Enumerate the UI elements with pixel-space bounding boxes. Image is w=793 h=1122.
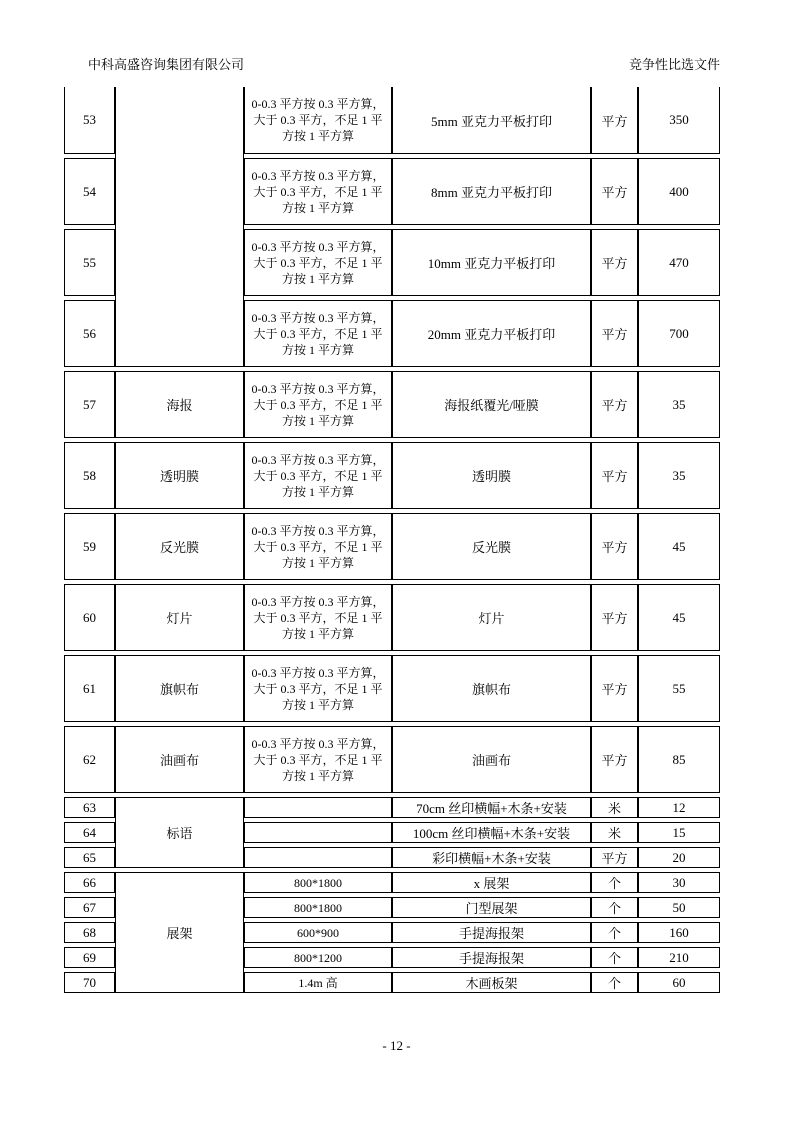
unit-cell: 个 — [591, 922, 638, 943]
row-number-cell: 70 — [64, 972, 115, 993]
table-row — [64, 87, 720, 154]
price-cell: 210 — [638, 947, 720, 968]
table-row — [64, 797, 720, 818]
spec-cell: 0-0.3 平方按 0.3 平方算，大于 0.3 平方，不足 1 平方按 1 平方算 — [244, 513, 392, 580]
price-cell: 45 — [638, 584, 720, 651]
spec-cell: 0-0.3 平方按 0.3 平方算，大于 0.3 平方，不足 1 平方按 1 平方算 — [244, 158, 392, 225]
unit-cell: 平方 — [591, 655, 638, 722]
row-number-cell: 64 — [64, 822, 115, 843]
page-number: - 12 - — [382, 1038, 411, 1053]
spec-cell: 600*900 — [244, 922, 392, 943]
item-cell: 手提海报架 — [392, 947, 591, 968]
price-cell: 45 — [638, 513, 720, 580]
price-cell: 400 — [638, 158, 720, 225]
row-number-cell: 59 — [64, 513, 115, 580]
spec-cell: 0-0.3 平方按 0.3 平方算，大于 0.3 平方，不足 1 平方按 1 平方算 — [244, 300, 392, 367]
item-cell: 油画布 — [392, 726, 591, 793]
price-cell: 12 — [638, 797, 720, 818]
row-number-cell: 57 — [64, 371, 115, 438]
category-cell: 展架 — [115, 872, 244, 993]
item-cell: x 展架 — [392, 872, 591, 893]
unit-cell: 个 — [591, 972, 638, 993]
item-cell: 20mm 亚克力平板打印 — [392, 300, 591, 367]
price-cell: 160 — [638, 922, 720, 943]
table-row — [64, 726, 720, 793]
price-cell: 55 — [638, 655, 720, 722]
spec-cell: 0-0.3 平方按 0.3 平方算，大于 0.3 平方，不足 1 平方按 1 平方算 — [244, 584, 392, 651]
price-table — [64, 83, 720, 997]
row-number-cell: 60 — [64, 584, 115, 651]
spec-cell: 800*1200 — [244, 947, 392, 968]
item-cell: 海报纸覆光/哑膜 — [392, 371, 591, 438]
header-doc-type: 竞争性比选文件 — [628, 57, 720, 72]
row-number-cell: 68 — [64, 922, 115, 943]
unit-cell: 平方 — [591, 513, 638, 580]
item-cell: 手提海报架 — [392, 922, 591, 943]
row-number-cell: 61 — [64, 655, 115, 722]
unit-cell: 平方 — [591, 847, 638, 868]
item-cell: 10mm 亚克力平板打印 — [392, 229, 591, 296]
item-cell: 旗帜布 — [392, 655, 591, 722]
spec-cell: 800*1800 — [244, 872, 392, 893]
category-cell: 旗帜布 — [115, 655, 244, 722]
price-cell: 20 — [638, 847, 720, 868]
row-number-cell: 62 — [64, 726, 115, 793]
row-number-cell: 65 — [64, 847, 115, 868]
spec-cell: 800*1800 — [244, 897, 392, 918]
spec-cell: 0-0.3 平方按 0.3 平方算，大于 0.3 平方，不足 1 平方按 1 平方算 — [244, 726, 392, 793]
price-cell: 700 — [638, 300, 720, 367]
unit-cell: 平方 — [591, 158, 638, 225]
unit-cell: 米 — [591, 797, 638, 818]
item-cell: 70cm 丝印横幅+木条+安装 — [392, 797, 591, 818]
item-cell: 8mm 亚克力平板打印 — [392, 158, 591, 225]
category-cell — [115, 87, 244, 367]
category-cell: 反光膜 — [115, 513, 244, 580]
page-header — [64, 57, 720, 73]
header-company-name: 中科高盛咨询集团有限公司 — [88, 57, 245, 72]
item-cell: 反光膜 — [392, 513, 591, 580]
category-cell: 油画布 — [115, 726, 244, 793]
table-row — [64, 371, 720, 438]
category-cell: 灯片 — [115, 584, 244, 651]
item-cell: 门型展架 — [392, 897, 591, 918]
price-cell: 30 — [638, 872, 720, 893]
unit-cell: 个 — [591, 897, 638, 918]
table-row — [64, 872, 720, 893]
table-row — [64, 584, 720, 651]
spec-cell — [244, 822, 392, 843]
row-number-cell: 67 — [64, 897, 115, 918]
item-cell: 100cm 丝印横幅+木条+安装 — [392, 822, 591, 843]
row-number-cell: 66 — [64, 872, 115, 893]
price-cell: 35 — [638, 371, 720, 438]
price-cell: 50 — [638, 897, 720, 918]
page-footer — [0, 1038, 793, 1054]
row-number-cell: 56 — [64, 300, 115, 367]
unit-cell: 平方 — [591, 442, 638, 509]
unit-cell: 平方 — [591, 584, 638, 651]
spec-cell: 0-0.3 平方按 0.3 平方算，大于 0.3 平方，不足 1 平方按 1 平方算 — [244, 442, 392, 509]
category-cell: 透明膜 — [115, 442, 244, 509]
unit-cell: 平方 — [591, 726, 638, 793]
item-cell: 5mm 亚克力平板打印 — [392, 87, 591, 154]
table-row — [64, 442, 720, 509]
spec-cell: 0-0.3 平方按 0.3 平方算，大于 0.3 平方，不足 1 平方按 1 平方算 — [244, 655, 392, 722]
spec-cell: 0-0.3 平方按 0.3 平方算，大于 0.3 平方，不足 1 平方按 1 平方算 — [244, 87, 392, 154]
spec-cell — [244, 847, 392, 868]
spec-cell: 1.4m 高 — [244, 972, 392, 993]
row-number-cell: 54 — [64, 158, 115, 225]
unit-cell: 平方 — [591, 371, 638, 438]
row-number-cell: 55 — [64, 229, 115, 296]
unit-cell: 平方 — [591, 300, 638, 367]
row-number-cell: 58 — [64, 442, 115, 509]
item-cell: 彩印横幅+木条+安装 — [392, 847, 591, 868]
price-cell: 470 — [638, 229, 720, 296]
spec-cell: 0-0.3 平方按 0.3 平方算，大于 0.3 平方，不足 1 平方按 1 平方算 — [244, 229, 392, 296]
table-row — [64, 513, 720, 580]
price-cell: 35 — [638, 442, 720, 509]
item-cell: 木画板架 — [392, 972, 591, 993]
unit-cell: 平方 — [591, 87, 638, 154]
unit-cell: 个 — [591, 947, 638, 968]
category-cell: 标语 — [115, 797, 244, 868]
row-number-cell: 69 — [64, 947, 115, 968]
price-cell: 60 — [638, 972, 720, 993]
unit-cell: 米 — [591, 822, 638, 843]
unit-cell: 个 — [591, 872, 638, 893]
table-row — [64, 655, 720, 722]
category-cell: 海报 — [115, 371, 244, 438]
price-cell: 85 — [638, 726, 720, 793]
spec-cell: 0-0.3 平方按 0.3 平方算，大于 0.3 平方，不足 1 平方按 1 平方算 — [244, 371, 392, 438]
price-cell: 15 — [638, 822, 720, 843]
price-cell: 350 — [638, 87, 720, 154]
row-number-cell: 53 — [64, 87, 115, 154]
item-cell: 灯片 — [392, 584, 591, 651]
row-number-cell: 63 — [64, 797, 115, 818]
item-cell: 透明膜 — [392, 442, 591, 509]
unit-cell: 平方 — [591, 229, 638, 296]
spec-cell — [244, 797, 392, 818]
